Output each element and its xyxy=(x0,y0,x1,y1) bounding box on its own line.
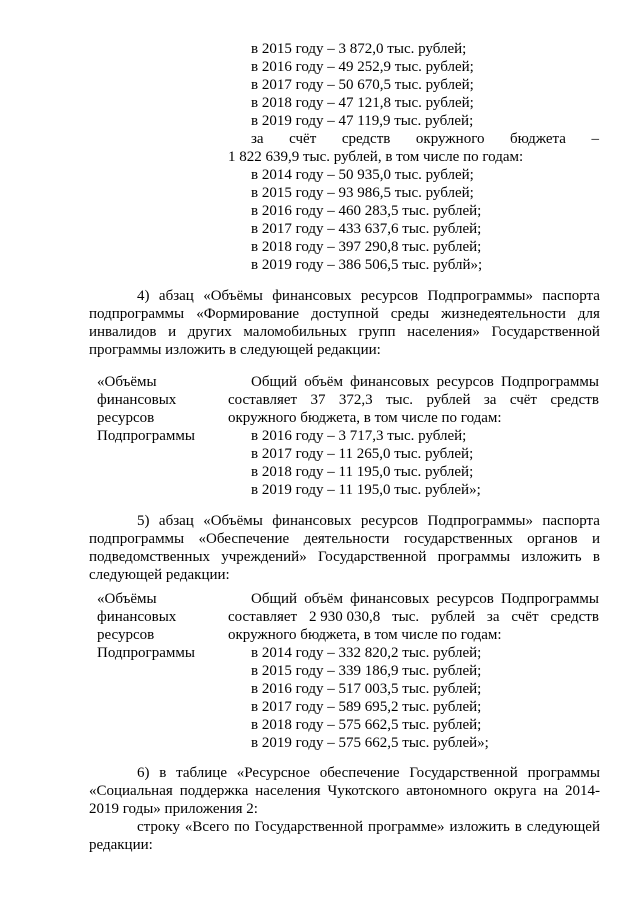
word: составляет xyxy=(228,609,298,625)
table4-text-line-1 xyxy=(251,373,599,391)
word: «Всего xyxy=(184,819,230,835)
table4-label-3: ресурсов xyxy=(97,410,155,426)
year-line-2018: в 2018 году – 397 290,8 тыс. рублей; xyxy=(251,239,482,255)
word: подведомственных xyxy=(89,549,211,565)
word: в xyxy=(514,819,522,835)
word: Государственной xyxy=(491,324,600,340)
word: абзац xyxy=(158,288,194,304)
word: деятельности xyxy=(303,531,390,547)
item5-line-3 xyxy=(89,548,600,566)
word: доступной xyxy=(311,306,379,322)
word: инвалидов xyxy=(89,324,157,340)
word: маломобильных xyxy=(243,324,347,340)
word: и xyxy=(591,531,600,547)
word: подпрограммы xyxy=(89,531,185,547)
table4-year-2017: в 2017 году – 11 265,0 тыс. рублей; xyxy=(251,446,474,462)
year-line-2015: в 2015 году – 3 872,0 тыс. рублей; xyxy=(251,41,467,57)
word: «Социальная xyxy=(89,783,173,799)
word: ресурсов xyxy=(360,513,419,529)
item5-line-2 xyxy=(89,530,600,548)
word: обеспечение xyxy=(319,765,400,781)
word: Подпрограммы» xyxy=(427,513,533,529)
word: за xyxy=(483,392,497,408)
year-line-2017: в 2017 году – 50 670,5 тыс. рублей; xyxy=(251,77,474,93)
word: 372,3 xyxy=(338,392,373,408)
year-line-2017: в 2017 году – 433 637,6 тыс. рублей; xyxy=(251,221,482,237)
word: на xyxy=(543,783,559,799)
word: тыс. xyxy=(386,392,414,408)
table4-label-4: Подпрограммы xyxy=(97,428,195,444)
word: программы xyxy=(437,549,511,565)
word: «Объёмы xyxy=(203,288,263,304)
item6-line-3: 2019 годы» приложения 2: xyxy=(89,801,258,817)
table4-year-2018: в 2018 году – 11 195,0 тыс. рублей; xyxy=(251,464,474,480)
table5-year-2019: в 2019 году – 575 662,5 тыс. рублей»; xyxy=(251,735,489,751)
word: рублей xyxy=(426,392,471,408)
item6-line-1 xyxy=(137,764,600,782)
word: изложить xyxy=(521,549,582,565)
word: составляет xyxy=(228,392,298,408)
word: финансовых xyxy=(272,288,352,304)
word: поддержка xyxy=(179,783,249,799)
word: учреждений» xyxy=(221,549,307,565)
word: в xyxy=(592,549,600,565)
word: Государственной xyxy=(409,765,518,781)
word: финансовых xyxy=(272,513,352,529)
word: средств xyxy=(341,131,391,147)
word: Общий xyxy=(251,374,298,390)
table5-year-2017: в 2017 году – 589 695,2 тыс. рублей; xyxy=(251,699,482,715)
word: программе» xyxy=(368,819,445,835)
word: «Обеспечение xyxy=(198,531,290,547)
word: 4) xyxy=(137,288,150,304)
word: финансовых xyxy=(350,374,430,390)
item4-line-1 xyxy=(137,287,600,305)
word: тыс. xyxy=(392,609,420,625)
word: таблице xyxy=(176,765,227,781)
word: счёт xyxy=(289,131,317,147)
word: счёт xyxy=(509,392,537,408)
year-line-2019: в 2019 году – 386 506,5 тыс. рублй»; xyxy=(251,257,483,273)
word: подпрограммы xyxy=(89,306,185,322)
item6-line-4 xyxy=(137,818,600,836)
word: «Ресурсное xyxy=(236,765,310,781)
word: и xyxy=(168,324,177,340)
item5-line-4: следующей редакции: xyxy=(89,567,230,583)
table4-label-2: финансовых xyxy=(97,392,177,408)
word: за xyxy=(251,131,264,147)
word: бюджета xyxy=(510,131,566,147)
table5-text-line-3: окружного бюджета, в том числе по годам: xyxy=(228,627,502,643)
word: среды xyxy=(390,306,430,322)
word: Чукотского xyxy=(327,783,400,799)
table5-text-line-2 xyxy=(228,608,599,626)
year-line-2014: в 2014 году – 50 935,0 тыс. рублей; xyxy=(251,167,474,183)
item4-line-4: программы изложить в следующей редакции: xyxy=(89,342,381,358)
table5-label-3: ресурсов xyxy=(97,627,155,643)
table5-label-1: «Объёмы xyxy=(97,591,157,607)
table4-year-2019: в 2019 году – 11 195,0 тыс. рублей»; xyxy=(251,482,481,498)
item6-line-2 xyxy=(89,782,600,800)
table5-year-2015: в 2015 году – 339 186,9 тыс. рублей; xyxy=(251,663,482,679)
item4-line-3 xyxy=(89,323,600,341)
word: ресурсов xyxy=(360,288,419,304)
word: Подпрограммы xyxy=(501,374,599,390)
table4-label-1: «Объёмы xyxy=(97,374,157,390)
word: жизнедеятельности xyxy=(441,306,566,322)
word: Подпрограммы xyxy=(501,591,599,607)
word: населения» xyxy=(407,324,480,340)
word: рублей xyxy=(431,609,476,625)
word: 5) xyxy=(137,513,150,529)
word: абзац xyxy=(158,513,194,529)
word: паспорта xyxy=(542,513,600,529)
table5-label-4: Подпрограммы xyxy=(97,645,195,661)
word: за xyxy=(486,609,500,625)
word: объём xyxy=(304,374,343,390)
word: изложить xyxy=(449,819,510,835)
okrug-budget-line xyxy=(251,130,599,148)
table4-text-line-3: окружного бюджета, в том числе по годам: xyxy=(228,410,502,426)
year-line-2019: в 2019 году – 47 119,9 тыс. рублей; xyxy=(251,113,474,129)
word: следующей xyxy=(526,819,600,835)
word: населения xyxy=(255,783,321,799)
word: средств xyxy=(550,609,599,625)
word: – xyxy=(591,131,599,147)
table4-year-2016: в 2016 году – 3 717,3 тыс. рублей; xyxy=(251,428,467,444)
year-line-2015: в 2015 году – 93 986,5 тыс. рублей; xyxy=(251,185,474,201)
word: ресурсов xyxy=(436,591,494,607)
word: объём xyxy=(304,591,343,607)
word: паспорта xyxy=(542,288,600,304)
word: органов xyxy=(527,531,578,547)
word: ресурсов xyxy=(436,374,494,390)
word: 2 930 030,8 xyxy=(308,609,381,625)
word: «Объёмы xyxy=(203,513,263,529)
year-line-2016: в 2016 году – 460 283,5 тыс. рублей; xyxy=(251,203,482,219)
word: других xyxy=(187,324,232,340)
word: 37 xyxy=(310,392,326,408)
word: счёт xyxy=(511,609,539,625)
table5-year-2016: в 2016 году – 517 003,5 тыс. рублей; xyxy=(251,681,482,697)
table5-year-2018: в 2018 году – 575 662,5 тыс. рублей; xyxy=(251,717,482,733)
word: 6) xyxy=(137,765,150,781)
word: программы xyxy=(527,765,600,781)
item5-line-1 xyxy=(137,512,600,530)
word: средств xyxy=(550,392,599,408)
table5-year-2014: в 2014 году – 332 820,2 тыс. рублей; xyxy=(251,645,482,661)
word: для xyxy=(577,306,600,322)
word: по xyxy=(234,819,250,835)
okrug-total-line: 1 822 639,9 тыс. рублей, в том числе по годам: xyxy=(228,149,524,165)
table5-text-line-1 xyxy=(251,590,599,608)
item6-line-5: редакции: xyxy=(89,837,153,853)
word: 2014- xyxy=(564,783,600,799)
word: групп xyxy=(358,324,396,340)
table5-label-2: финансовых xyxy=(97,609,177,625)
word: финансовых xyxy=(350,591,430,607)
word: автономного xyxy=(406,783,488,799)
item4-line-2 xyxy=(89,305,600,323)
word: строку xyxy=(137,819,180,835)
year-line-2018: в 2018 году – 47 121,8 тыс. рублей; xyxy=(251,95,474,111)
word: государственных xyxy=(403,531,513,547)
word: Подпрограммы» xyxy=(427,288,533,304)
word: Государственной xyxy=(317,549,427,565)
table4-text-line-2 xyxy=(228,391,599,409)
word: Государственной xyxy=(254,819,364,835)
year-line-2016: в 2016 году – 49 252,9 тыс. рублей; xyxy=(251,59,474,75)
word: Общий xyxy=(251,591,298,607)
word: окружного xyxy=(415,131,485,147)
word: «Формирование xyxy=(196,306,300,322)
word: округа xyxy=(493,783,537,799)
word: в xyxy=(159,765,167,781)
